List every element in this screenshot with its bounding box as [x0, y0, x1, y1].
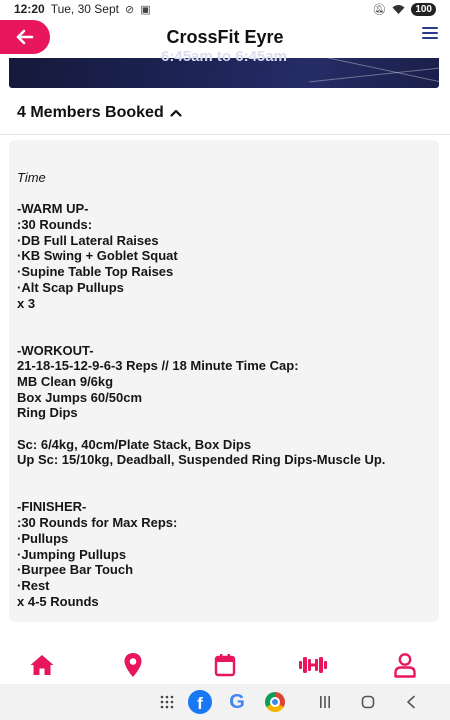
workout-line: ·DB Full Lateral Raises	[17, 232, 159, 248]
workout-line	[17, 311, 385, 327]
app-drawer-icon	[160, 695, 174, 709]
wifi-icon	[392, 4, 405, 15]
bottom-navigation	[0, 648, 450, 682]
workout-line: :30 Rounds for Max Reps:	[17, 515, 178, 531]
facebook-icon: f	[188, 690, 212, 714]
workout-line: Box Jumps 60/50cm	[17, 389, 143, 405]
status-bar	[0, 0, 450, 18]
back-system-button[interactable]	[400, 684, 422, 720]
workout-line: ·Pullups	[17, 530, 69, 546]
dumbbell-icon	[298, 654, 328, 676]
workout-line: -FINISHER-	[17, 499, 87, 515]
workout-line	[17, 186, 385, 202]
home-circle-icon	[361, 695, 375, 709]
members-booked-toggle[interactable]	[17, 104, 182, 122]
workout-line: :30 Rounds:	[17, 217, 93, 233]
workout-line: -WARM UP-	[17, 201, 89, 217]
chevron-up-icon	[170, 109, 182, 117]
home-icon	[29, 653, 55, 677]
google-icon: G	[229, 690, 245, 713]
status-left	[14, 2, 151, 16]
workout-line: x 4-5 Rounds	[17, 593, 99, 609]
workout-description	[17, 170, 385, 609]
workout-line: 21-18-15-12-9-6-3 Reps // 18 Minute Time Cap:	[17, 358, 299, 374]
workout-line	[17, 468, 385, 484]
chrome-app-button[interactable]	[262, 684, 288, 720]
workout-line: ·Supine Table Top Raises	[17, 264, 174, 280]
hamburger-menu-icon[interactable]	[422, 25, 438, 41]
battery-indicator: 100	[411, 3, 436, 16]
nav-profile[interactable]	[390, 648, 420, 682]
nav-workouts[interactable]	[298, 648, 328, 682]
recents-icon	[318, 695, 332, 709]
workout-line	[17, 421, 385, 437]
workout-line: Time	[17, 170, 46, 185]
workout-line	[17, 327, 385, 343]
google-app-button[interactable]	[224, 684, 250, 720]
workout-line	[17, 484, 385, 500]
system-navigation-bar	[0, 684, 450, 720]
page-title: CrossFit Eyre	[166, 27, 284, 47]
status-date: Tue, 30 Sept	[50, 2, 119, 16]
nav-schedule[interactable]	[210, 648, 240, 682]
nav-location[interactable]	[118, 648, 148, 682]
workout-line: MB Clean 9/6kg	[17, 373, 114, 389]
status-time: 12:20	[14, 2, 45, 16]
back-chevron-icon	[405, 695, 417, 709]
chrome-icon	[265, 692, 285, 712]
members-booked-label: 4 Members Booked	[17, 104, 164, 121]
home-system-button[interactable]	[357, 684, 379, 720]
app-drawer-button[interactable]	[156, 684, 178, 720]
workout-line: -WORKOUT-	[17, 342, 94, 358]
profile-icon	[393, 652, 417, 678]
back-arrow-icon	[16, 29, 34, 45]
mute-icon: 🔕︎	[372, 3, 387, 16]
workout-line: Sc: 6/4kg, 40cm/Plate Stack, Box Dips	[17, 436, 252, 452]
workout-line: Up Sc: 15/10kg, Deadball, Suspended Ring Dips-Muscle Up.	[17, 452, 386, 468]
workout-line: x 3	[17, 295, 36, 311]
workout-line: ·Rest	[17, 577, 50, 593]
class-banner	[9, 48, 439, 88]
recent-apps-button[interactable]	[314, 684, 336, 720]
workout-line: ·KB Swing + Goblet Squat	[17, 248, 178, 264]
status-right	[372, 3, 436, 16]
facebook-app-button[interactable]	[186, 684, 214, 720]
workout-line: ·Burpee Bar Touch	[17, 562, 134, 578]
location-pin-icon	[123, 652, 143, 678]
nav-home[interactable]	[27, 648, 57, 682]
calendar-icon	[214, 653, 236, 677]
section-divider	[0, 134, 450, 135]
workout-line: Ring Dips	[17, 405, 78, 421]
workout-line: ·Alt Scap Pullups	[17, 279, 124, 295]
class-time-text: 6:45am to 6:45am	[161, 48, 287, 65]
workout-line: ·Jumping Pullups	[17, 546, 127, 562]
workout-card	[9, 140, 439, 622]
screenshot-icon: ▣	[140, 3, 151, 16]
sync-icon: ⊘	[124, 3, 135, 16]
